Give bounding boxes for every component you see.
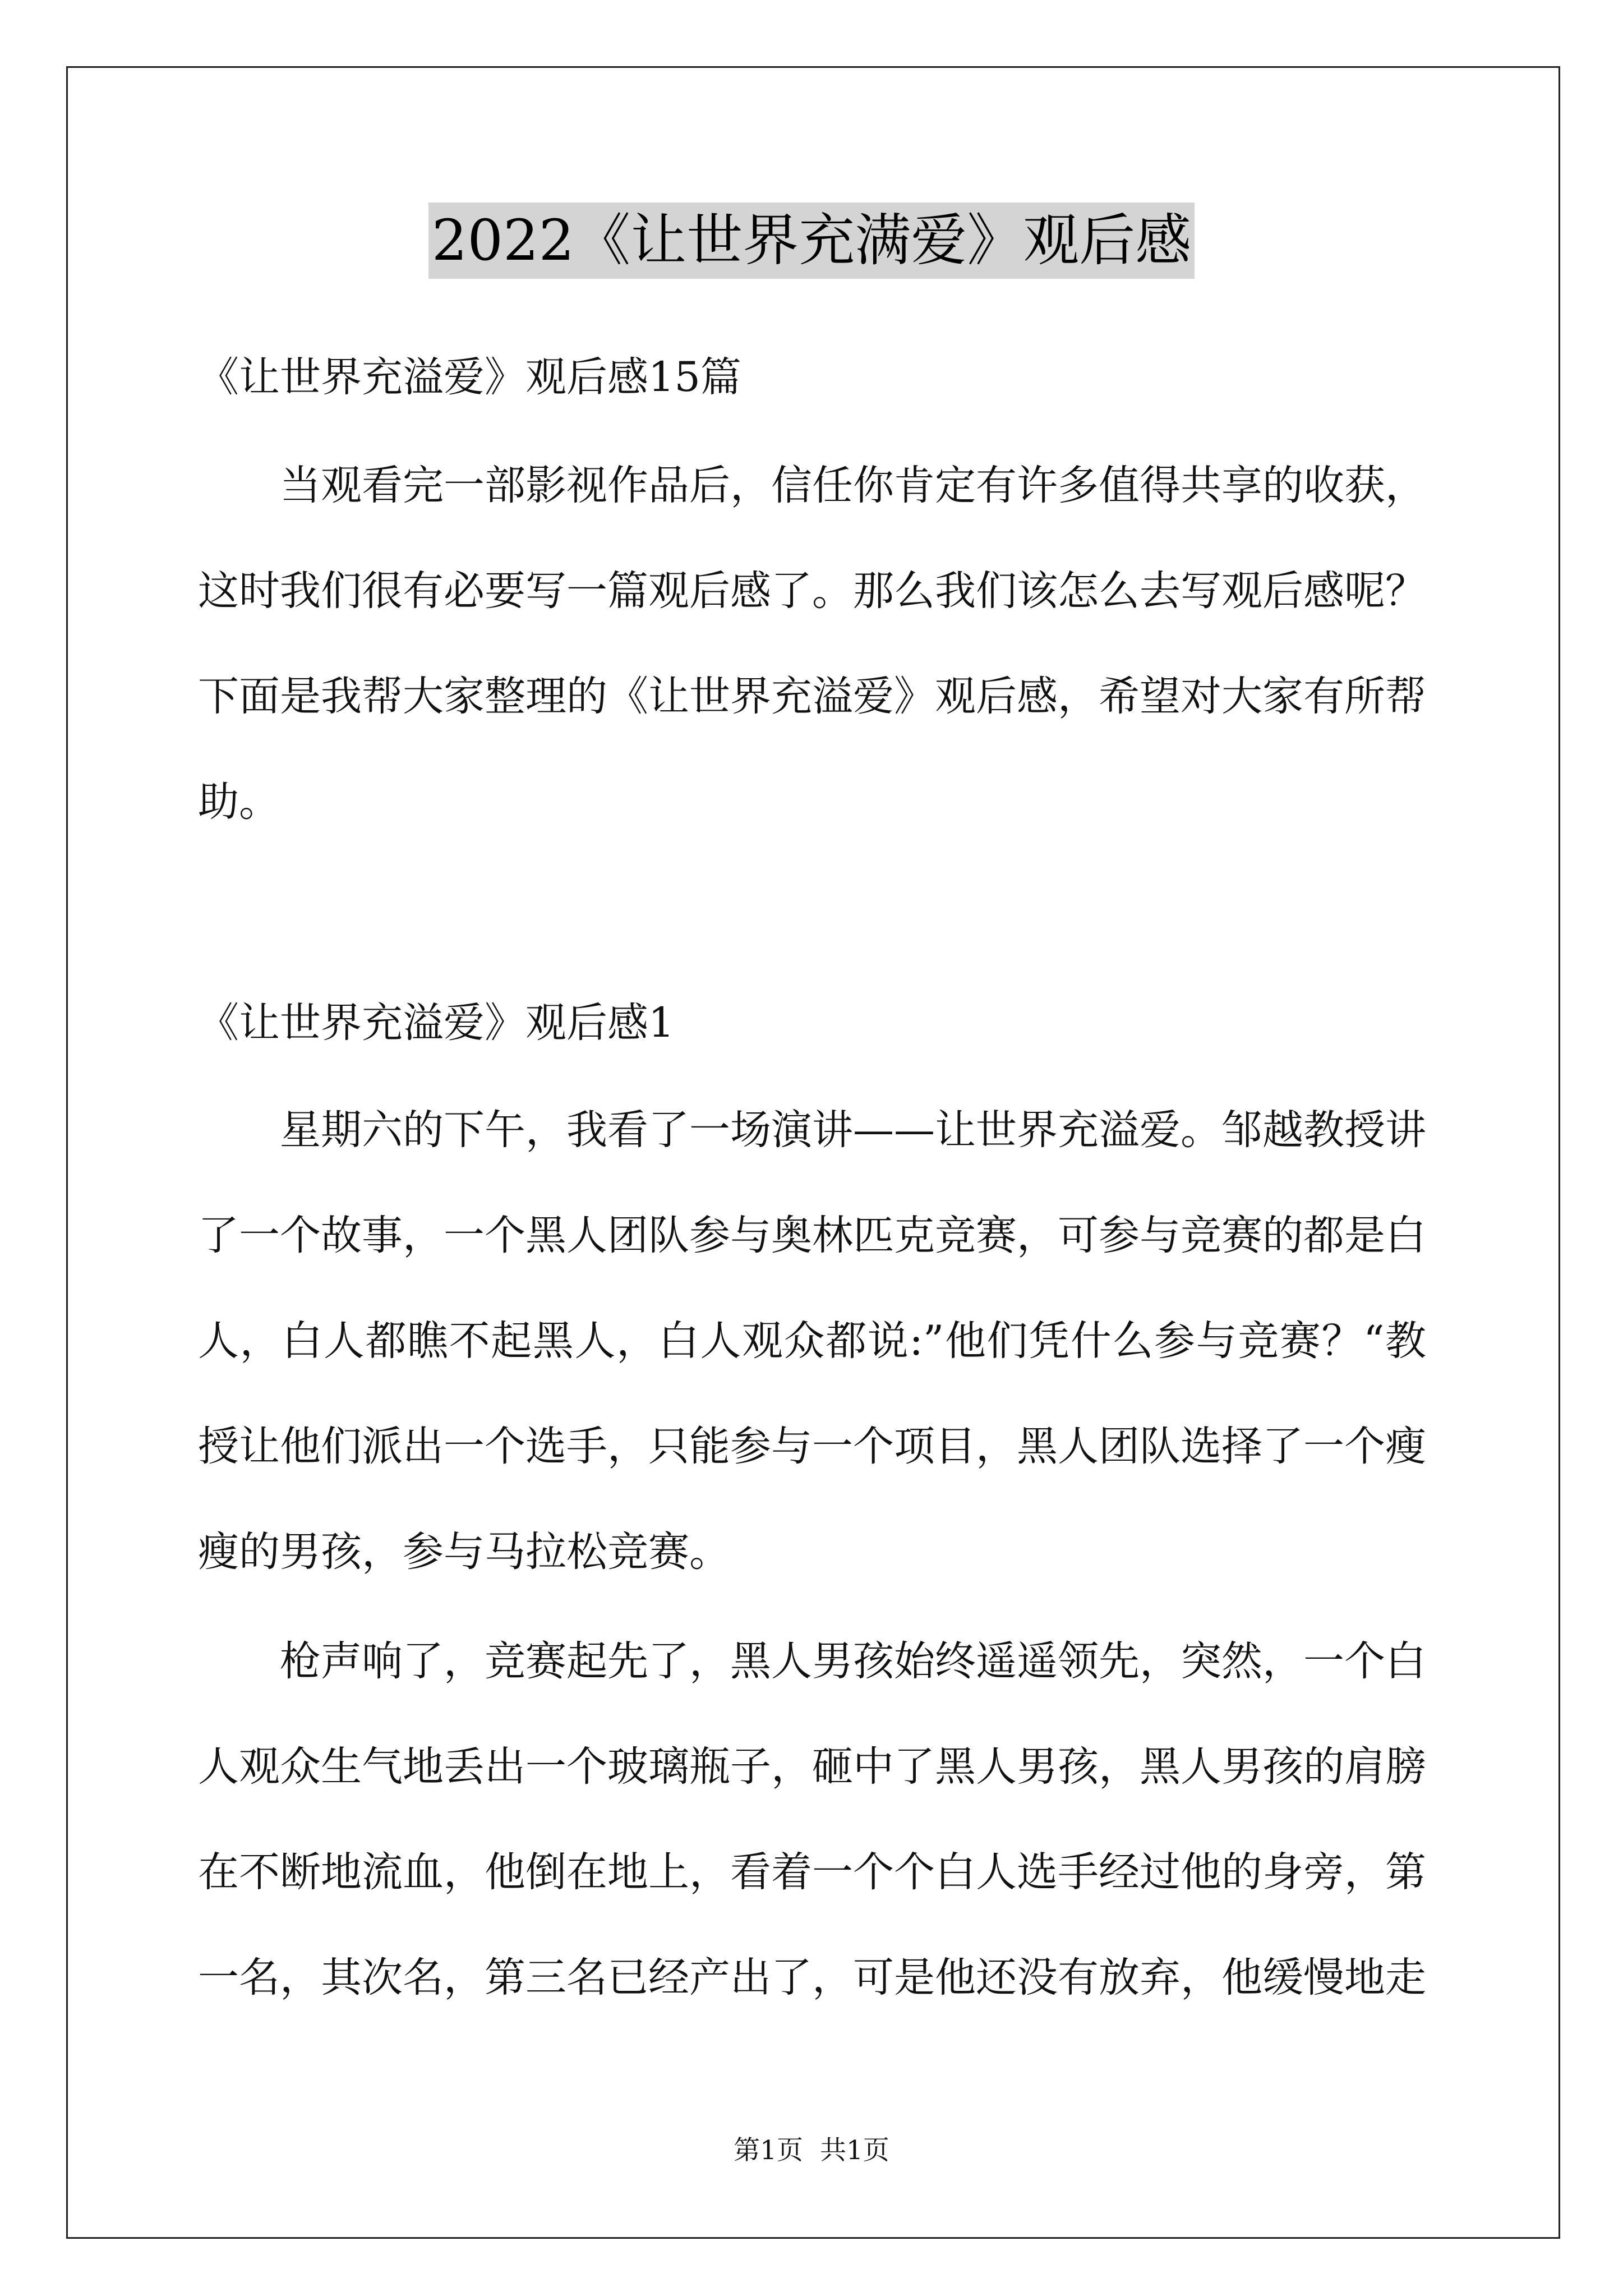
text-line: 这时我们很有必要写一篇观后感了。那么我们该怎么去写观后感呢？ (198, 567, 1426, 615)
subtitle-block (198, 325, 1426, 430)
document-title: 2022《让世界充满爱》观后感 (428, 203, 1195, 279)
text-line: 一名，其次名，第三名已经产出了，可是他还没有放弃，他缓慢地走 (198, 1954, 1426, 2001)
document-subtitle: 《让世界充溢爱》观后感15篇 (198, 353, 741, 401)
text-line: 了一个故事，一个黑人团队参与奥林匹克竞赛，可参与竞赛的都是白 (198, 1212, 1426, 1259)
intro-paragraph (198, 433, 1426, 855)
text-line: 授让他们派出一个选手，只能参与一个项目，黑人团队选择了一个瘦 (198, 1423, 1426, 1470)
text-line: 助。 (198, 778, 280, 826)
paragraph (198, 1609, 1426, 2031)
section-heading-block (198, 970, 1426, 1076)
text-line: 人，白人都瞧不起黑人，白人观众都说:”他们凭什么参与竞赛？“教 (198, 1317, 1426, 1365)
text-line: 下面是我帮大家整理的《让世界充溢爱》观后感，希望对大家有所帮 (198, 673, 1426, 720)
section-heading: 《让世界充溢爱》观后感1 (198, 999, 675, 1047)
text-line: 当观看完一部影视作品后，信任你肯定有许多值得共享的收获， (280, 462, 1426, 509)
text-line: 星期六的下午，我看了一场演讲——让世界充溢爱。邹越教授讲 (280, 1106, 1426, 1154)
text-line: 枪声响了，竞赛起先了，黑人男孩始终遥遥领先，突然，一个白 (280, 1637, 1426, 1685)
paragraph (198, 1078, 1426, 1605)
text-line: 人观众生气地丢出一个玻璃瓶子，砸中了黑人男孩，黑人男孩的肩膀 (198, 1743, 1426, 1791)
text-line: 瘦的男孩，参与马拉松竞赛。 (198, 1528, 730, 1576)
page-footer: 第1页 共1页 (734, 2135, 889, 2166)
title-container (0, 203, 1623, 279)
text-line: 在不断地流血，他倒在地上，看着一个个白人选手经过他的身旁，第 (198, 1848, 1426, 1896)
